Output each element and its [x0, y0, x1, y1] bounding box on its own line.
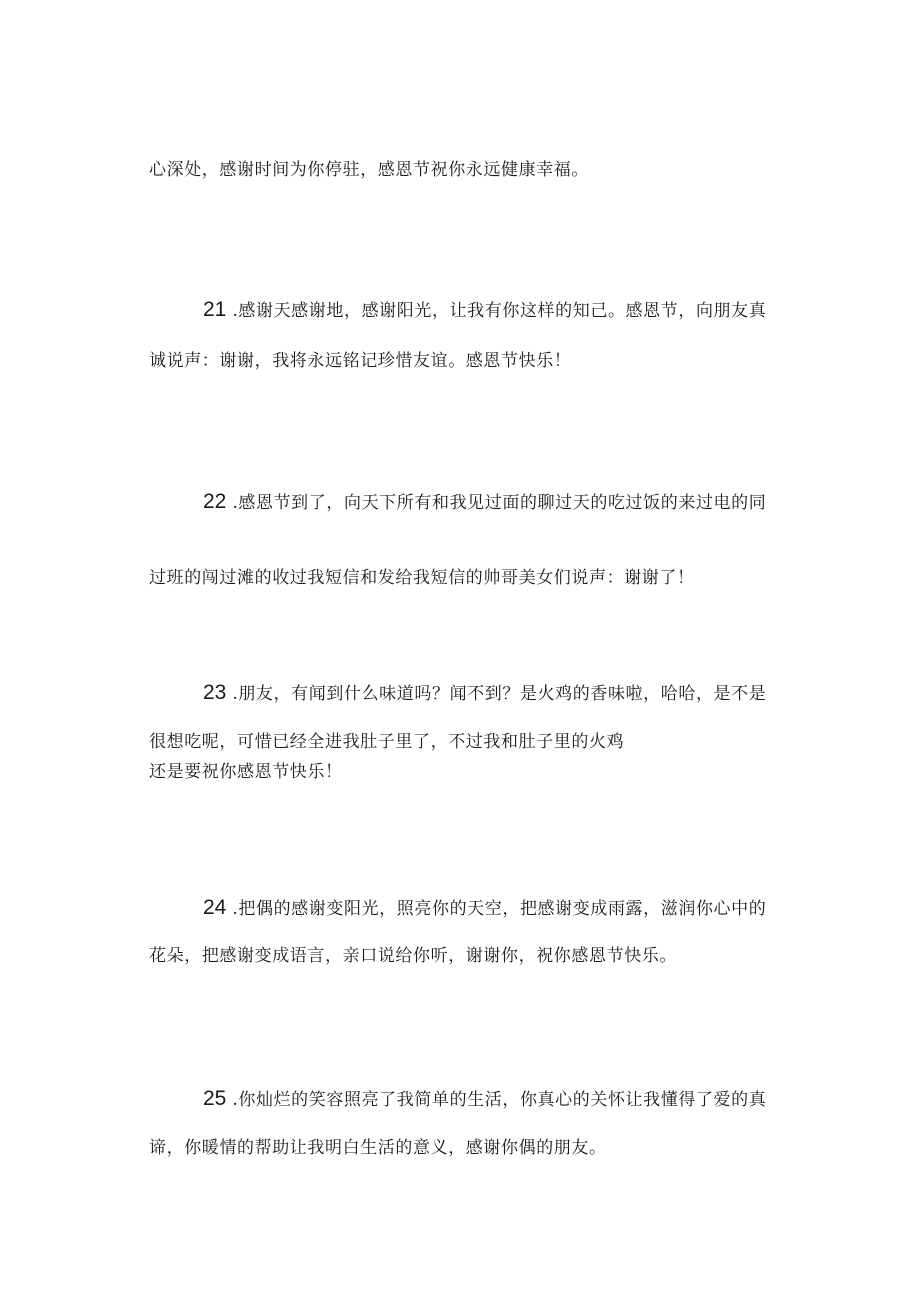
item-25-second-line: 谛，你暖情的帮助让我明白生活的意义，感谢你偶的朋友。 [149, 1138, 607, 1158]
item-number: 22 [203, 490, 227, 513]
item-21-second-line: 诚说声：谢谢，我将永远铭记珍惜友谊。感恩节快乐！ [149, 351, 572, 371]
item-text: .把偶的感谢变阳光，照亮你的天空，把感谢变成雨露，滋润你心中的 [232, 899, 767, 919]
intro-line: 心深处，感谢时间为你停驻，感恩节祝你永远健康幸福。 [149, 160, 589, 180]
item-25-first-line [203, 1088, 766, 1111]
item-22-second-line: 过班的闯过滩的收过我短信和发给我短信的帅哥美女们说声：谢谢了！ [149, 568, 695, 588]
item-21-first-line [203, 299, 766, 322]
item-23-first-line [203, 682, 766, 705]
item-text: .朋友，有闻到什么味道吗？闻不到？是火鸡的香味啦，哈哈，是不是 [232, 684, 767, 704]
item-number: 24 [203, 896, 227, 919]
item-text: .你灿烂的笑容照亮了我简单的生活，你真心的关怀让我懂得了爱的真 [232, 1090, 767, 1110]
item-text: .感谢天感谢地，感谢阳光，让我有你这样的知己。感恩节，向朋友真 [232, 301, 767, 321]
item-23-third-line: 还是要祝你感恩节快乐！ [149, 762, 343, 782]
item-24-second-line: 花朵，把感谢变成语言，亲口说给你听，谢谢你，祝你感恩节快乐。 [149, 946, 677, 966]
item-text: .感恩节到了，向天下所有和我见过面的聊过天的吃过饭的来过电的同 [232, 493, 767, 513]
item-22-first-line [203, 491, 766, 514]
item-number: 23 [203, 681, 227, 704]
item-number: 21 [203, 298, 227, 321]
item-23-second-line: 很想吃呢，可惜已经全进我肚子里了，不过我和肚子里的火鸡 [149, 732, 625, 752]
item-number: 25 [203, 1087, 227, 1110]
item-24-first-line [203, 897, 766, 920]
